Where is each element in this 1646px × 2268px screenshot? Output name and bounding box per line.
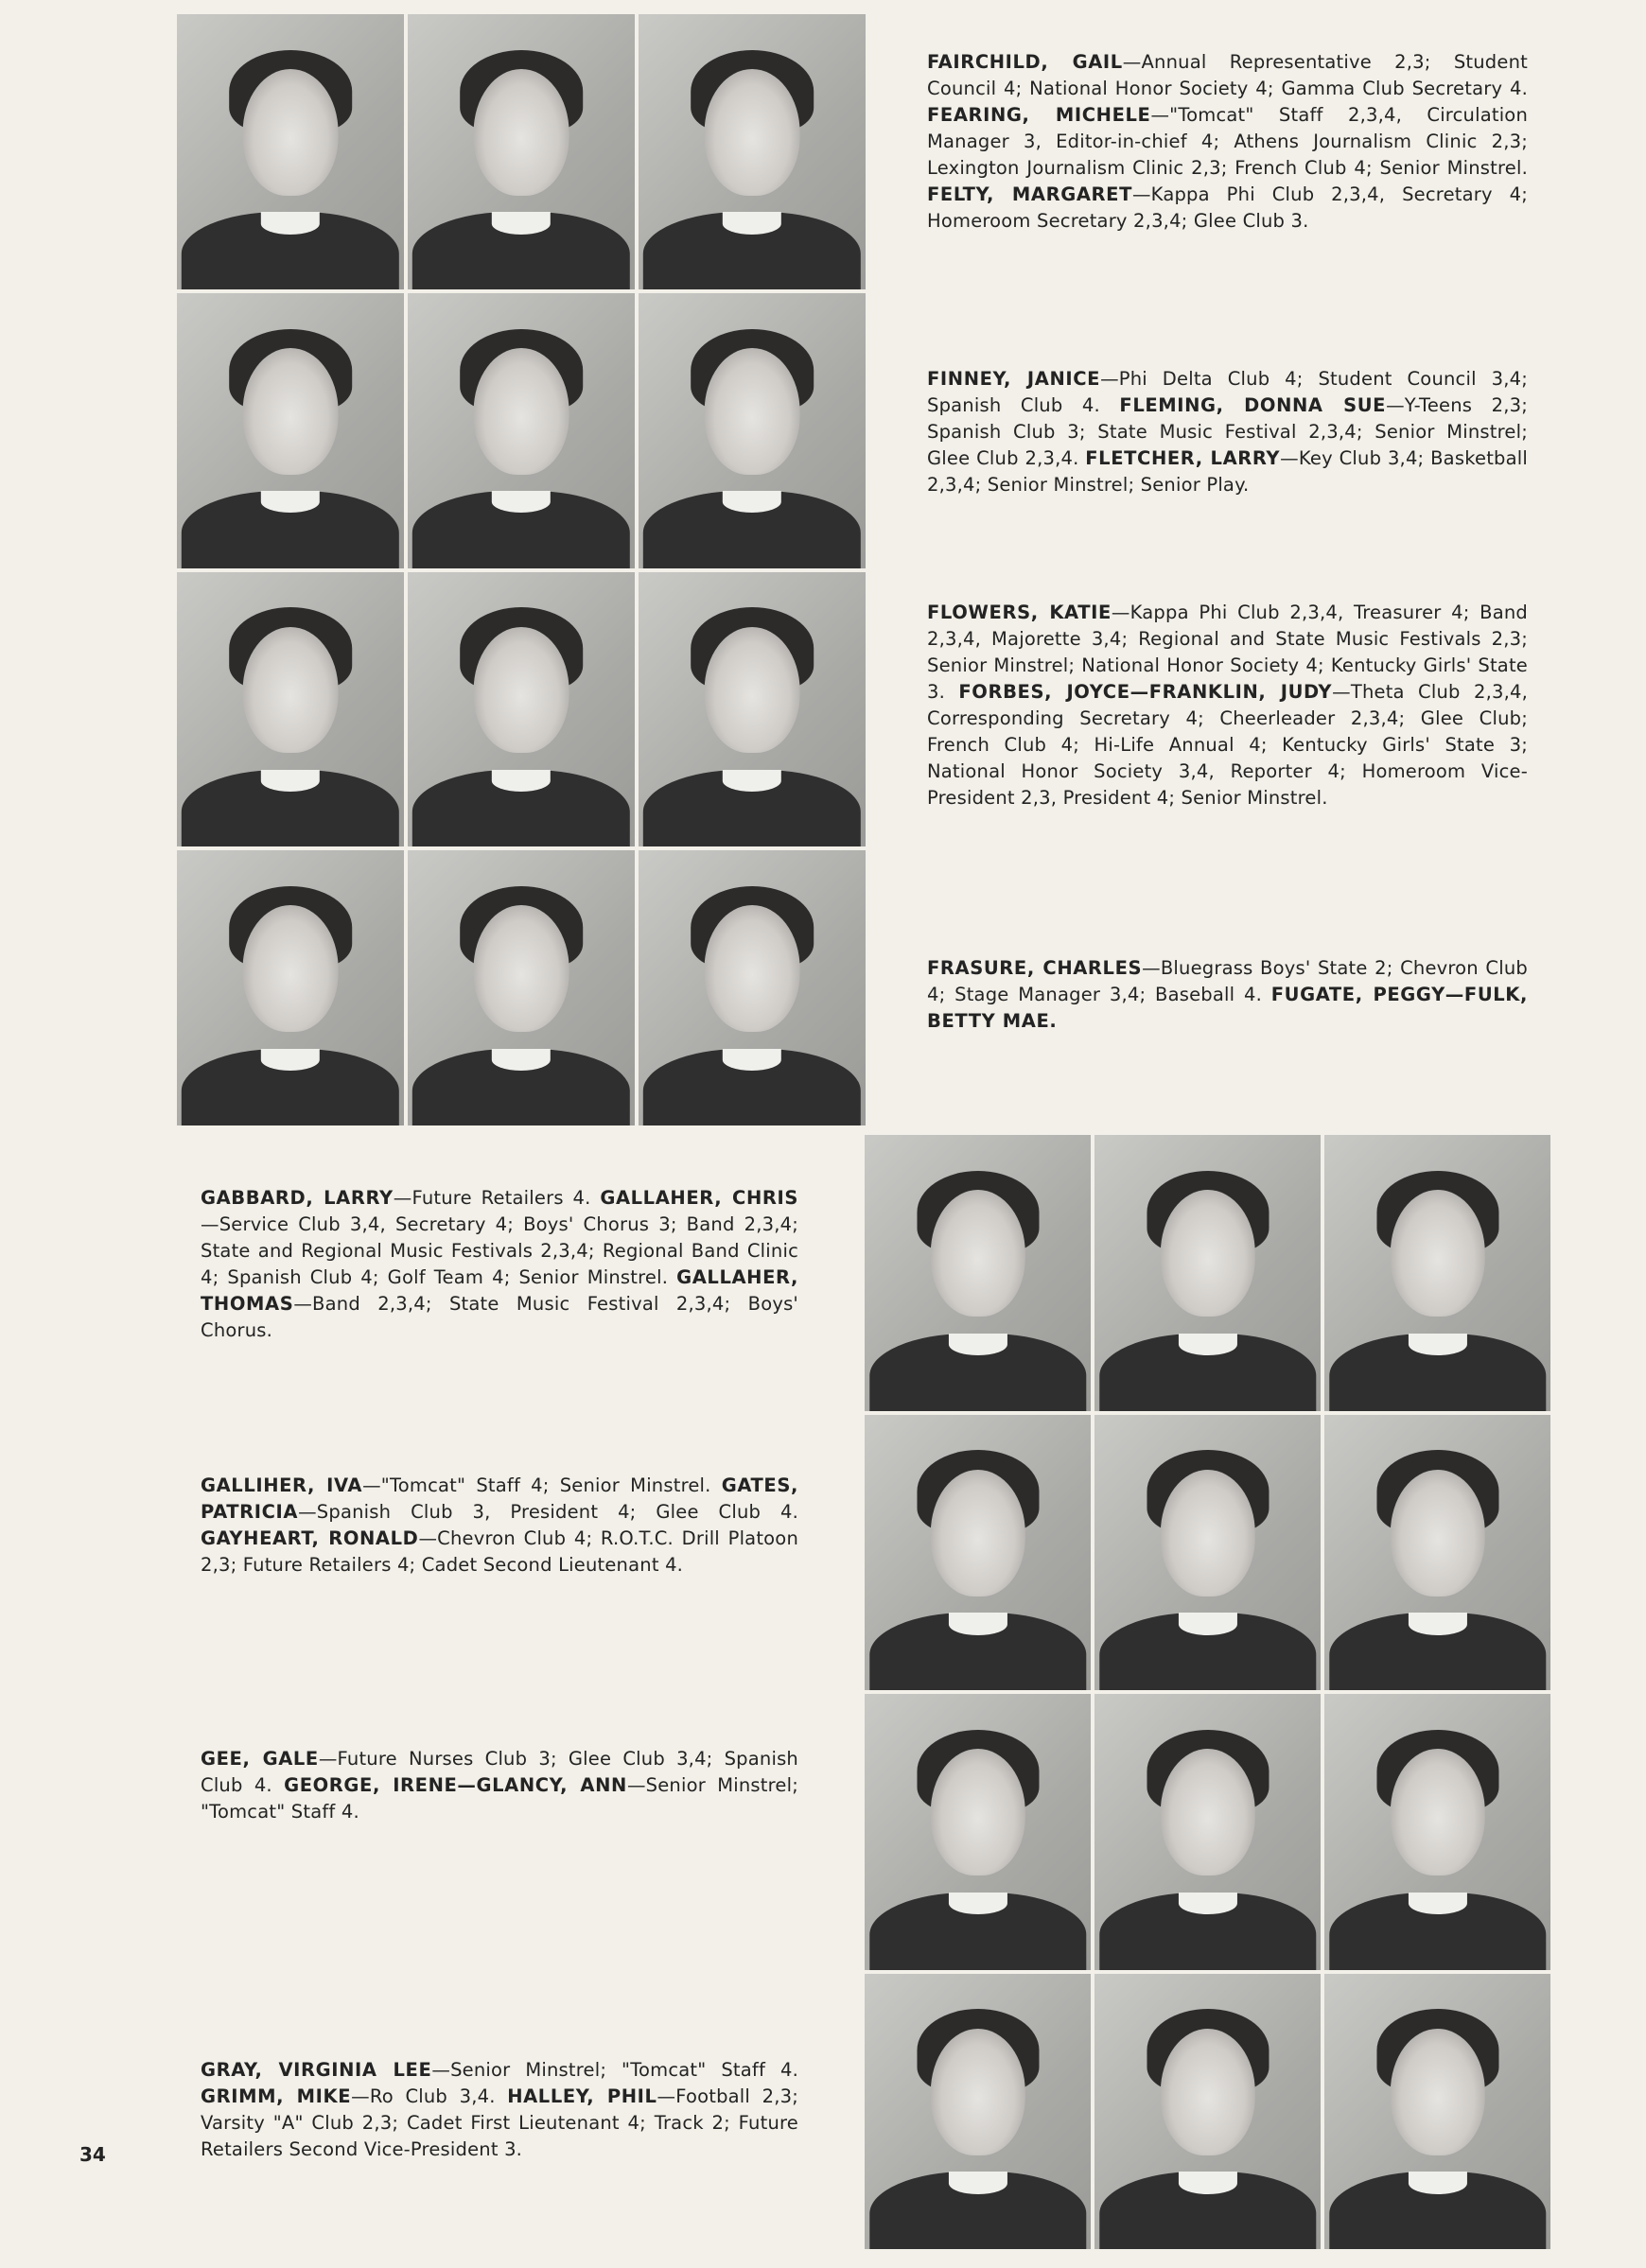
student-activities: —Phi Delta Club 4; Student Council 3,4; Spanish Club 4.	[927, 368, 1528, 416]
bio-block	[201, 1185, 798, 1344]
portrait-head	[1390, 2029, 1484, 2155]
student-activities: —"Tomcat" Staff 2,3,4, Circulation Manager 3, Editor-in-chief 4; Athens Journalism Clinic 2,3; Lexington Journalism Clinic 2,3; French Club 4; Senior Minstrel.	[927, 104, 1529, 179]
student-portrait	[1094, 1974, 1321, 2250]
portrait-head	[1390, 1749, 1484, 1875]
student-portrait	[865, 1415, 1091, 1691]
portrait-head	[705, 348, 800, 475]
student-activities: —Kappa Phi Club 2,3,4, Treasurer 4; Band 2,3,4, Majorette 3,4; Regional and State Music Festivals 2,3; Senior Minstrel; National Honor Society 4; Kentucky Girls' State 3.	[927, 602, 1528, 703]
student-activities: —Theta Club 2,3,4, Corresponding Secretary 4; Cheerleader 2,3,4; Glee Club; French Club 4; Hi-Life Annual 4; Kentucky Girls' State 3; National Honor Society 3,4, Reporter 4; Homeroom Vice-President 2,3, President 4; Senior Minstrel.	[927, 681, 1528, 809]
portrait-grid-top	[177, 14, 866, 1125]
student-portrait	[865, 1694, 1091, 1970]
student-name: GEE, GALE	[201, 1748, 319, 1770]
student-activities: —Chevron Club 4; R.O.T.C. Drill Platoon 2,3; Future Retailers 4; Cadet Second Lieutenant 4.	[201, 1527, 798, 1576]
student-name: GALLIHER, IVA	[201, 1474, 363, 1496]
student-activities: —Bluegrass Boys' State 2; Chevron Club 4; Stage Manager 3,4; Baseball 4.	[927, 957, 1529, 1005]
student-name: FINNEY, JANICE	[927, 368, 1101, 390]
student-activities: —Senior Minstrel; "Tomcat" Staff 4.	[201, 1774, 798, 1823]
portrait-head	[1390, 1190, 1484, 1317]
portrait-head	[243, 627, 339, 754]
student-name: FORBES, JOYCE—FRANKLIN, JUDY	[958, 681, 1333, 703]
student-name: GEORGE, IRENE—GLANCY, ANN	[284, 1774, 627, 1796]
student-name: FRASURE, CHARLES	[927, 957, 1143, 979]
page-number: 34	[79, 2143, 106, 2166]
student-name: GATES, PATRICIA	[201, 1474, 798, 1523]
student-activities: —"Tomcat" Staff 4; Senior Minstrel.	[362, 1474, 722, 1496]
bio-block	[201, 1473, 798, 1579]
student-portrait	[177, 293, 404, 568]
bio-block	[927, 955, 1528, 1035]
student-portrait	[408, 850, 635, 1125]
portrait-head	[705, 627, 800, 754]
portrait-head	[243, 69, 339, 196]
portrait-grid-bottom	[865, 1135, 1550, 2249]
bio-block	[201, 1746, 798, 1825]
portrait-head	[243, 348, 339, 475]
student-portrait	[639, 293, 866, 568]
student-portrait	[1324, 1974, 1550, 2250]
student-name: FEARING, MICHELE	[927, 104, 1151, 126]
student-activities: —Band 2,3,4; State Music Festival 2,3,4; Boys' Chorus.	[201, 1293, 798, 1341]
bio-block	[927, 49, 1528, 235]
bio-block	[927, 366, 1528, 498]
student-activities: —Annual Representative 2,3; Student Council 4; National Honor Society 4; Gamma Club Secretary 4.	[927, 51, 1528, 99]
bio-block	[201, 2057, 798, 2163]
student-portrait	[639, 14, 866, 289]
portrait-head	[1390, 1470, 1484, 1596]
student-portrait	[1094, 1415, 1321, 1691]
portrait-head	[1160, 2029, 1254, 2155]
student-activities: —Spanish Club 3, President 4; Glee Club 4.	[298, 1501, 798, 1523]
portrait-head	[930, 2029, 1024, 2155]
student-activities: —Kappa Phi Club 2,3,4, Secretary 4; Homeroom Secretary 2,3,4; Glee Club 3.	[927, 183, 1528, 232]
student-portrait	[865, 1135, 1091, 1411]
student-portrait	[177, 572, 404, 847]
portrait-head	[1160, 1190, 1254, 1317]
portrait-head	[1160, 1749, 1254, 1875]
student-activities: —Key Club 3,4; Basketball 2,3,4; Senior Minstrel; Senior Play.	[927, 447, 1528, 496]
student-portrait	[1094, 1694, 1321, 1970]
student-activities: —Future Nurses Club 3; Glee Club 3,4; Spanish Club 4.	[201, 1748, 798, 1796]
portrait-head	[705, 905, 800, 1032]
student-portrait	[408, 572, 635, 847]
student-name: GALLAHER, THOMAS	[201, 1266, 798, 1315]
student-name: HALLEY, PHIL	[507, 2085, 657, 2107]
student-name: GAYHEART, RONALD	[201, 1527, 419, 1549]
student-name: GRIMM, MIKE	[201, 2085, 352, 2107]
student-name: GABBARD, LARRY	[201, 1187, 394, 1209]
student-portrait	[1094, 1135, 1321, 1411]
student-portrait	[1324, 1694, 1550, 1970]
student-name: FLEMING, DONNA SUE	[1119, 394, 1387, 416]
student-name: FELTY, MARGARET	[927, 183, 1132, 205]
student-portrait	[865, 1974, 1091, 2250]
portrait-head	[705, 69, 800, 196]
portrait-head	[930, 1749, 1024, 1875]
student-portrait	[177, 850, 404, 1125]
student-portrait	[408, 14, 635, 289]
student-activities: —Football 2,3; Varsity "A" Club 2,3; Cadet First Lieutenant 4; Track 2; Future Retailers Second Vice-President 3.	[201, 2085, 798, 2160]
portrait-head	[474, 627, 569, 754]
portrait-head	[474, 905, 569, 1032]
portrait-head	[1160, 1470, 1254, 1596]
portrait-head	[930, 1190, 1024, 1317]
student-portrait	[1324, 1415, 1550, 1691]
student-name: GRAY, VIRGINIA LEE	[201, 2059, 432, 2081]
student-name: FLOWERS, KATIE	[927, 602, 1112, 623]
student-activities: —Senior Minstrel; "Tomcat" Staff 4.	[431, 2059, 799, 2081]
student-name: FUGATE, PEGGY—FULK, BETTY MAE.	[927, 984, 1528, 1032]
student-activities: —Ro Club 3,4.	[351, 2085, 508, 2107]
student-activities: —Service Club 3,4, Secretary 4; Boys' Chorus 3; Band 2,3,4; State and Regional Music Festivals 2,3,4; Regional Band Clinic 4; Spanish Club 4; Golf Team 4; Senior Minstrel.	[201, 1213, 798, 1288]
student-portrait	[408, 293, 635, 568]
portrait-head	[930, 1470, 1024, 1596]
student-portrait	[177, 14, 404, 289]
bio-block	[927, 600, 1528, 811]
student-portrait	[639, 572, 866, 847]
student-name: FLETCHER, LARRY	[1085, 447, 1281, 469]
student-name: FAIRCHILD, GAIL	[927, 51, 1123, 73]
student-name: GALLAHER, CHRIS	[600, 1187, 798, 1209]
student-activities: —Future Retailers 4.	[393, 1187, 601, 1209]
student-portrait	[639, 850, 866, 1125]
portrait-head	[243, 905, 339, 1032]
student-activities: —Y-Teens 2,3; Spanish Club 3; State Music Festival 2,3,4; Senior Minstrel; Glee Club 2,3,4.	[927, 394, 1529, 469]
portrait-head	[474, 69, 569, 196]
portrait-head	[474, 348, 569, 475]
student-portrait	[1324, 1135, 1550, 1411]
